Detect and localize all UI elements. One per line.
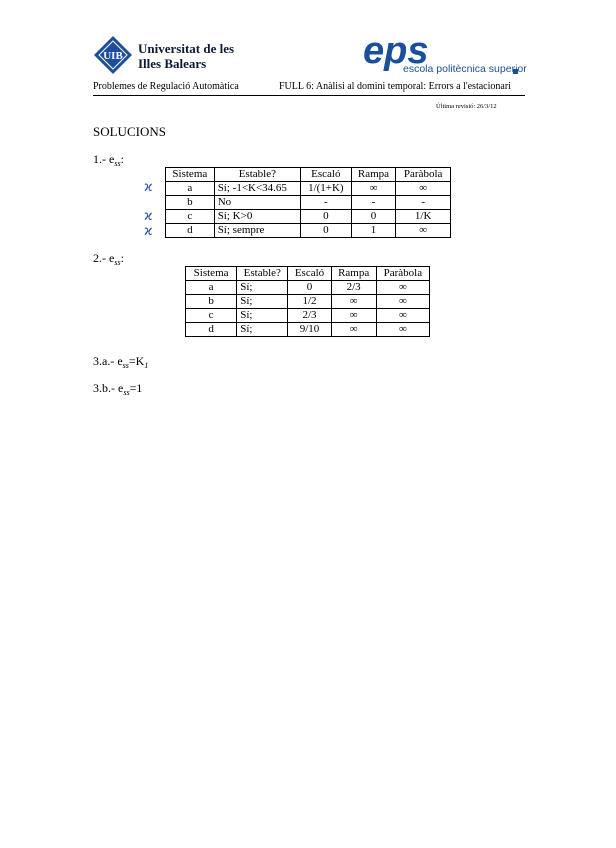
table-row bbox=[166, 210, 451, 224]
table-cell: ∞ bbox=[376, 295, 429, 309]
table-cell: 2/3 bbox=[331, 281, 376, 295]
table-cell: c bbox=[166, 210, 215, 224]
header-divider bbox=[93, 95, 525, 96]
table-cell: c bbox=[186, 309, 237, 323]
sheet-title: FULL 6: Anàlisi al domini temporal: Errors a l'estacionari bbox=[279, 81, 511, 92]
university-name bbox=[138, 41, 234, 71]
table-header-row bbox=[166, 168, 451, 182]
table-cell: 0 bbox=[351, 210, 396, 224]
handwritten-mark-c: ϰ bbox=[144, 209, 153, 224]
table-row bbox=[186, 295, 430, 309]
column-header: Sistema bbox=[166, 168, 215, 182]
svg-text:eps: eps bbox=[363, 33, 429, 72]
course-title: Problemes de Regulació Automàtica bbox=[93, 81, 239, 92]
page-title: SOLUCIONS bbox=[93, 124, 166, 139]
svg-text:UIB: UIB bbox=[103, 50, 123, 62]
column-header: Escaló bbox=[288, 267, 331, 281]
table-cell: - bbox=[351, 196, 396, 210]
column-header: Rampa bbox=[331, 267, 376, 281]
table-cell: ∞ bbox=[396, 224, 451, 238]
table-cell: Sí; K>0 bbox=[214, 210, 300, 224]
table-cell: 0 bbox=[301, 224, 352, 238]
column-header: Sistema bbox=[186, 267, 237, 281]
table-cell: ∞ bbox=[331, 323, 376, 337]
table-cell: Sí; -1<K<34.65 bbox=[214, 182, 300, 196]
table-cell: 9/10 bbox=[288, 323, 331, 337]
table-row bbox=[166, 196, 451, 210]
table-cell: d bbox=[166, 224, 215, 238]
handwritten-mark-d: ϰ bbox=[144, 224, 153, 239]
table-cell: - bbox=[301, 196, 352, 210]
solutions-table-2 bbox=[185, 266, 430, 337]
table-cell: 1/2 bbox=[288, 295, 331, 309]
table-cell: a bbox=[186, 281, 237, 295]
table-cell: ∞ bbox=[376, 281, 429, 295]
table-cell: b bbox=[186, 295, 237, 309]
uib-logo bbox=[93, 35, 133, 75]
solutions-table-1 bbox=[165, 167, 451, 238]
table-cell: 1 bbox=[351, 224, 396, 238]
answer-3a: 3.a.- $e_{ss}=K_1$ bbox=[93, 354, 149, 370]
university-name-line-2: Illes Balears bbox=[138, 56, 207, 71]
table-row bbox=[166, 224, 451, 238]
table-cell: ∞ bbox=[376, 309, 429, 323]
answer-3b: 3.b.- $e_{ss}=1$ bbox=[93, 381, 143, 397]
table-cell: Sí; bbox=[237, 323, 288, 337]
table-cell: ∞ bbox=[331, 295, 376, 309]
table-cell: Sí; bbox=[237, 295, 288, 309]
table-cell: Sí; sempre bbox=[214, 224, 300, 238]
table-cell: 2/3 bbox=[288, 309, 331, 323]
table-cell: ∞ bbox=[376, 323, 429, 337]
table-cell: ∞ bbox=[331, 309, 376, 323]
table-cell: 1/(1+K) bbox=[301, 182, 352, 196]
table-cell: 1/K bbox=[396, 210, 451, 224]
table-cell: a bbox=[166, 182, 215, 196]
table-cell: Sí; bbox=[237, 309, 288, 323]
table-cell: d bbox=[186, 323, 237, 337]
column-header: Rampa bbox=[351, 168, 396, 182]
table-cell: ∞ bbox=[351, 182, 396, 196]
table-header-row bbox=[186, 267, 430, 281]
table-row bbox=[166, 182, 451, 196]
table-cell: ∞ bbox=[396, 182, 451, 196]
table-row bbox=[186, 281, 430, 295]
handwritten-mark-a: ϰ bbox=[144, 180, 153, 195]
question-1-label: 1.- $e_{ss}$: bbox=[93, 152, 124, 168]
table-cell: No bbox=[214, 196, 300, 210]
table-cell: Sí; bbox=[237, 281, 288, 295]
column-header: Paràbola bbox=[396, 168, 451, 182]
table-cell: - bbox=[396, 196, 451, 210]
column-header: Estable? bbox=[237, 267, 288, 281]
table-cell: b bbox=[166, 196, 215, 210]
table-row bbox=[186, 323, 430, 337]
eps-subtitle: escola politècnica superior bbox=[403, 63, 527, 75]
university-name-line-1: Universitat de les bbox=[138, 41, 235, 56]
column-header: Escaló bbox=[301, 168, 352, 182]
column-header: Estable? bbox=[214, 168, 300, 182]
table-cell: 0 bbox=[301, 210, 352, 224]
column-header: Paràbola bbox=[376, 267, 429, 281]
revision-date: Última revisió: 26/3/12 bbox=[436, 103, 497, 110]
table-row bbox=[186, 309, 430, 323]
table-cell: 0 bbox=[288, 281, 331, 295]
question-2-label: 2.- $e_{ss}$: bbox=[93, 251, 124, 267]
